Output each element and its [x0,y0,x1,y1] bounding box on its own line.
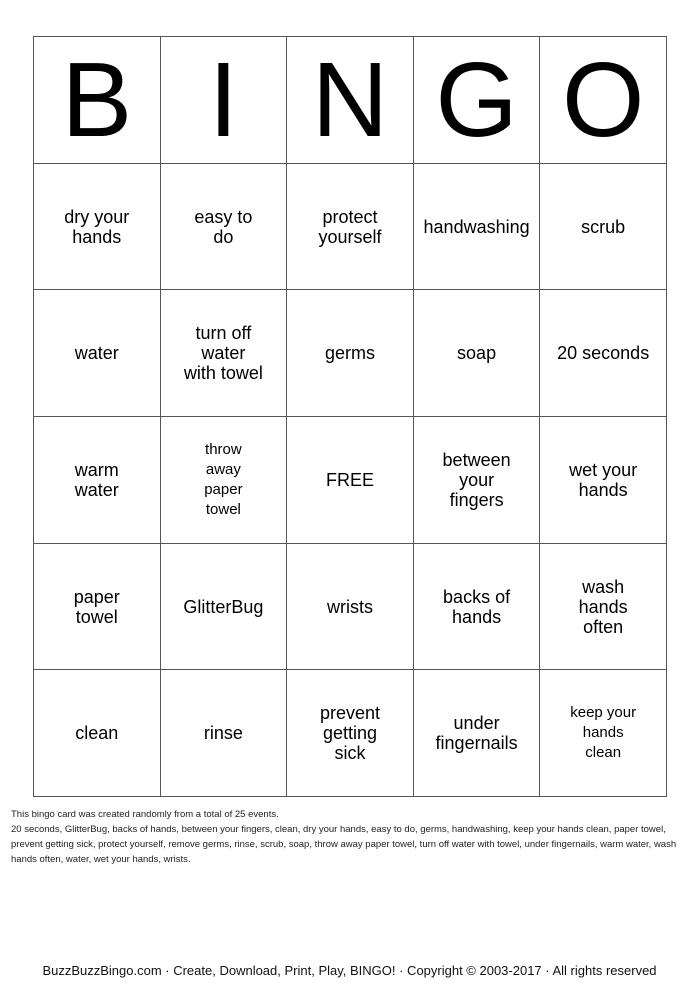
bingo-cell [413,417,540,544]
cell-text-line: sick [334,743,366,764]
footer-copyright: BuzzBuzzBingo.com · Create, Download, Print, Play, BINGO! · Copyright © 2003-2017 · All rights reserved [42,963,657,978]
cell-text-line: easy to [194,206,253,227]
cell-text-line: towel [75,606,118,627]
bingo-row [34,417,667,544]
cell-text-line: with towel [183,363,263,384]
cell-text-line: paper [73,586,120,607]
cell-text-line: clean [585,744,622,762]
bingo-cell [34,290,161,417]
cell-text-line: GlitterBug [183,596,264,617]
cell-text-line: water [74,343,119,364]
info-summary: This bingo card was created randomly from a total of 25 events. [11,809,279,820]
bingo-cell [34,417,161,544]
cell-text-line: soap [457,343,497,364]
cell-text-line: towel [205,500,241,518]
cell-text-line: protect [322,206,378,227]
bingo-card [33,36,667,797]
cell-text-line: water [74,479,119,500]
bingo-cell [413,670,540,797]
cell-text-line: fingers [449,489,504,510]
bingo-cell [160,417,287,544]
bingo-row [34,543,667,670]
cell-text-line: rinse [203,723,243,744]
cell-text-line: dry your [64,206,130,227]
bingo-cell [413,163,540,290]
cell-text-line: do [213,226,234,247]
cell-text-line: hands [72,226,122,247]
cell-text-line: wash [582,576,625,597]
bingo-cell [287,290,414,417]
bingo-cell [287,163,414,290]
bingo-cell [540,290,667,417]
bingo-cell [287,670,414,797]
bingo-cell [160,163,287,290]
bingo-cell [287,543,414,670]
bingo-cell [287,417,414,544]
cell-text-line: often [583,616,624,637]
cell-text-line: paper [204,480,243,498]
cell-text-line: prevent [319,703,380,724]
bingo-cell [34,670,161,797]
cell-text-line: fingernails [435,733,518,754]
bingo-cell [160,543,287,670]
cell-text-line: 20 seconds [557,343,650,364]
cell-text-line: FREE [325,469,374,490]
cell-text-line: away [205,460,241,478]
header-letter-n: N [287,37,414,164]
header-row [34,37,667,164]
cell-text-line: keep your [570,704,637,722]
bingo-cell [540,670,667,797]
cell-text-line: wet your [569,459,638,480]
header-letter-b: B [34,37,161,164]
cell-text-line: between [442,449,511,470]
cell-text-line: yourself [318,226,382,247]
cell-text-line: hands [582,724,624,742]
bingo-cell [34,163,161,290]
header-letter-o: O [540,37,667,164]
cell-text-line: scrub [581,216,626,237]
cell-text-line: clean [75,723,119,744]
cell-text-line: hands [578,479,628,500]
cell-text-line: getting [322,723,377,744]
bingo-cell [540,417,667,544]
header-letter-i: I [160,37,287,164]
cell-text-line: turn off [195,323,252,344]
bingo-cell [413,290,540,417]
bingo-cell [413,543,540,670]
info-event-list: 20 seconds, GlitterBug, backs of hands, between your fingers, clean, dry your hands, easy to do, germs, handwashing, keep your hands clean, paper towel, prevent getting sick, protect yourself, remove germs, rinse, scrub, soap, throw away paper towel, turn off water with towel, under fingernails, warm water, wash hands often, water, wet your hands, wrists. [11,824,677,865]
cell-text-line: germs [324,343,375,364]
bingo-cell [540,163,667,290]
card-info [11,807,691,867]
cell-text-line: handwashing [423,216,530,237]
cell-text-line: under [453,713,500,734]
bingo-cell [34,543,161,670]
bingo-cell [540,543,667,670]
bingo-row [34,290,667,417]
cell-text-line: hands [452,606,502,627]
cell-text-line: backs of [443,586,511,607]
cell-text-line: warm [74,459,119,480]
bingo-cell [160,670,287,797]
cell-text-line: throw [205,440,242,458]
cell-text-line: water [201,343,246,364]
cell-text-line: your [459,469,495,490]
cell-text-line: wrists [326,596,373,617]
bingo-row [34,163,667,290]
header-letter-g: G [413,37,540,164]
bingo-cell [160,290,287,417]
cell-text-line: hands [578,596,628,617]
bingo-row [34,670,667,797]
